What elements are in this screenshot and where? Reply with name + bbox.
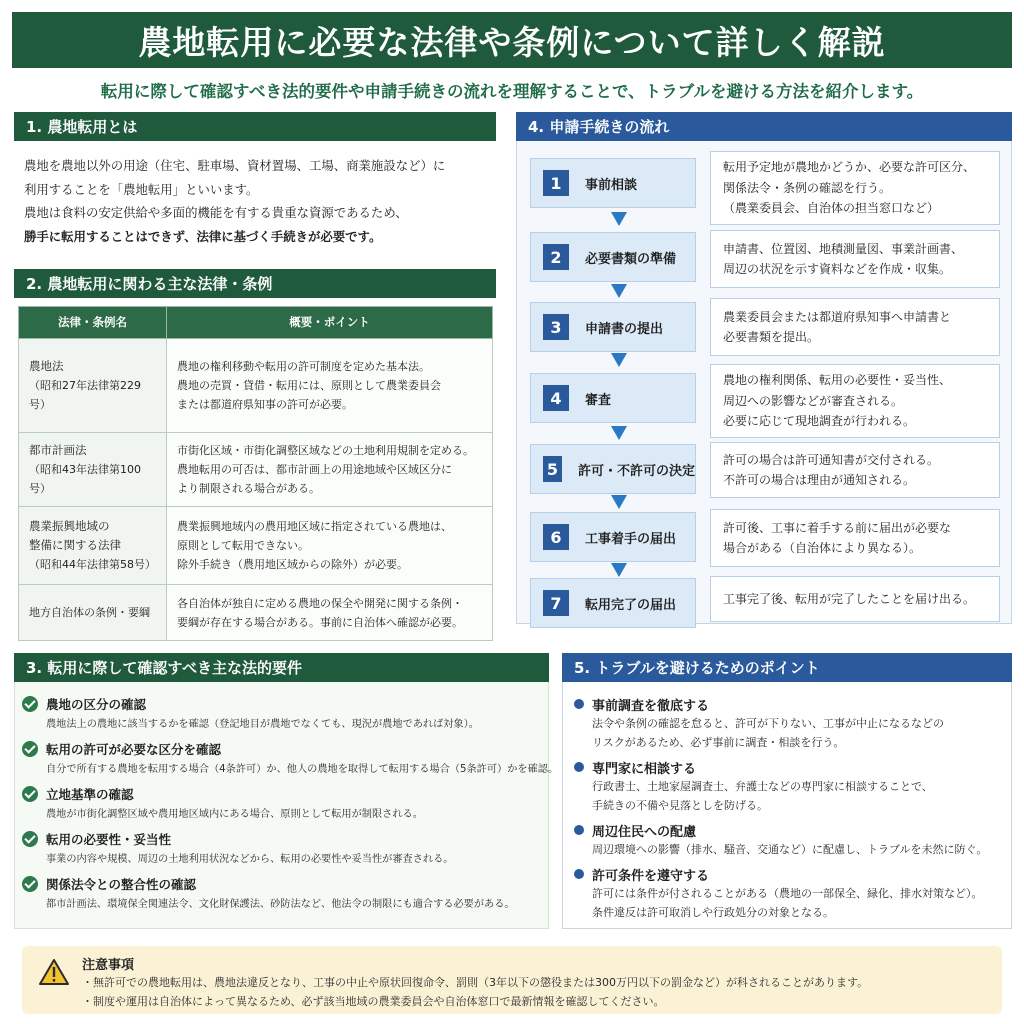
step-number: 7 [543, 590, 569, 616]
law-desc-line: 農地転用の可否は、都市計画上の用途地域や区域区分に [177, 463, 452, 476]
law-desc-cell [167, 339, 493, 433]
law-desc-cell [167, 433, 493, 507]
step-desc-line: 場合がある（自治体により異なる）。 [723, 541, 922, 555]
step-desc-line: 関係法令・条例の確認を行う。 [723, 180, 892, 195]
step-label: 必要書類の準備 [585, 251, 677, 267]
arrow-down-icon [609, 284, 629, 302]
step-desc-line: （農業委員会、自治体の担当窓口など） [723, 201, 940, 216]
tip-item [574, 864, 1008, 922]
section1-line: 農地を農地以外の用途（住宅、駐車場、資材置場、工場、商業施設など）に [24, 158, 446, 173]
law-name: 農業振興地域の [29, 519, 110, 533]
table-row [19, 339, 493, 433]
section1-line: 利用することを「農地転用」といいます。 [24, 181, 259, 197]
tip-desc-line: 許可には条件が付されることがある（農地の一部保全、緑化、排水対策など）。 [592, 887, 983, 900]
law-desc-line: 市街化区域・市街化調整区域などの土地利用規制を定める。 [177, 444, 474, 457]
requirement-desc: 農地法上の農地に該当するかを確認（登記地目が農地でなくても、現況が農地であれば対象）。 [46, 719, 479, 730]
law-name: 農地法 [29, 359, 64, 373]
table-row [19, 585, 493, 641]
tip-title: 事前調査を徹底する [592, 698, 710, 714]
requirement-title: 立地基準の確認 [46, 787, 134, 802]
table-header-law-name: 法律・条例名 [19, 307, 167, 339]
step-desc-line: 許可の場合は許可通知書が交付される。 [723, 452, 940, 467]
tip-title: 専門家に相談する [592, 761, 697, 777]
arrow-down-icon [609, 353, 629, 371]
step-number: 6 [543, 524, 569, 550]
section2-heading: 2. 農地転用に関わる主な法律・条例 [14, 269, 496, 298]
law-desc-cell [167, 585, 493, 641]
title-banner [12, 12, 1012, 68]
requirement-item [22, 875, 542, 910]
caution-title: 注意事項 [82, 958, 135, 973]
step-desc-line: 周辺への影響などが審査される。 [723, 393, 904, 408]
step-box-3 [530, 302, 696, 352]
step-label: 審査 [585, 392, 612, 408]
tip-item [574, 757, 1008, 815]
step-box-7 [530, 578, 696, 628]
page-subtitle: 転用に際して確認すべき法的要件や申請手続きの流れを理解することで、トラブルを避ける方法を紹介します。 [100, 82, 924, 101]
caution-line: ・制度や運用は自治体によって異なるため、必ず該当地域の農業委員会や自治体窓口で最新情報を確認してください。 [82, 995, 665, 1008]
requirement-desc: 農地が市街化調整区域や農用地区域内にある場合、原則として転用が制限される。 [46, 809, 423, 820]
step-desc-line: 不許可の場合は理由が通知される。 [723, 473, 916, 487]
step-description [710, 442, 1000, 498]
step-description [710, 576, 1000, 622]
bullet-icon [574, 869, 584, 879]
law-desc-line: 要綱が存在する場合がある。事前に自治体へ確認が必要。 [177, 615, 463, 629]
bullet-icon [574, 699, 584, 709]
page-title: 農地転用に必要な法律や条例について詳しく解説 [138, 22, 886, 62]
section1-line: 農地は食料の安定供給や多面的機能を有する貴重な資源であるため、 [24, 205, 408, 220]
law-name-cell [19, 339, 167, 433]
step-desc-line: 必要書類を提出。 [723, 330, 820, 344]
table-header-row [19, 307, 493, 339]
step-label: 事前相談 [585, 177, 638, 193]
requirement-title: 転用の必要性・妥当性 [46, 832, 172, 847]
step-desc-line: 工事完了後、転用が完了したことを届け出る。 [723, 591, 976, 606]
step-box-2 [530, 232, 696, 282]
law-number: （昭和44年法律第58号） [29, 558, 156, 571]
step-number: 4 [543, 385, 569, 411]
tip-title: 周辺住民への配慮 [592, 824, 697, 840]
section5-heading: 5. トラブルを避けるためのポイント [562, 653, 1012, 682]
step-description [710, 298, 1000, 356]
bullet-icon [574, 825, 584, 835]
tip-desc-line: 行政書士、土地家屋調査士、弁護士などの専門家に相談することで、 [592, 780, 933, 793]
law-desc-line: 農業振興地域内の農用地区域に指定されている農地は、 [177, 520, 452, 533]
law-desc-cell [167, 507, 493, 585]
tip-desc-line: 周辺環境への影響（排水、騒音、交通など）に配慮し、トラブルを未然に防ぐ。 [592, 843, 988, 856]
step-number: 3 [543, 314, 569, 340]
check-circle-icon [22, 741, 38, 757]
tip-desc-line: 法令や条例の確認を怠ると、許可が下りない、工事が中止になるなどの [592, 717, 944, 730]
table-header-summary: 概要・ポイント [167, 307, 493, 339]
law-desc-line: 農地の売買・貸借・転用には、原則として農業委員会 [177, 379, 441, 392]
arrow-down-icon [609, 426, 629, 444]
arrow-down-icon [609, 495, 629, 513]
step-label: 許可・不許可の決定 [577, 463, 695, 479]
requirement-title: 関係法令との整合性の確認 [46, 877, 197, 892]
law-name-cell [19, 507, 167, 585]
check-circle-icon [22, 696, 38, 712]
step-desc-line: 申請書、位置図、地積測量図、事業計画書、 [723, 241, 964, 256]
step-desc-line: 農地の権利関係、転用の必要性・妥当性、 [723, 373, 952, 388]
law-name-cell [19, 585, 167, 641]
step-label: 転用完了の届出 [585, 597, 677, 613]
requirement-item [22, 740, 559, 775]
check-circle-icon [22, 831, 38, 847]
requirement-title: 転用の許可が必要な区分を確認 [46, 742, 222, 757]
law-name: 地方自治体の条例・要綱 [29, 606, 150, 619]
requirement-desc: 事業の内容や規模、周辺の土地利用状況などから、転用の必要性や妥当性が審査される。 [46, 854, 454, 865]
step-box-1 [530, 158, 696, 208]
step-label: 申請書の提出 [585, 321, 664, 337]
step-desc-line: 周辺の状況を示す資料などを作成・収集。 [723, 262, 952, 276]
requirement-title: 農地の区分の確認 [46, 697, 147, 712]
law-name: 都市計画法 [29, 443, 87, 457]
step-description [710, 230, 1000, 288]
step-number: 1 [543, 170, 569, 196]
table-row [19, 433, 493, 507]
tip-desc-line: 条件違反は許可取消しや行政処分の対象となる。 [592, 906, 834, 919]
law-desc-line: 各自治体が独自に定める農地の保全や開発に関する条例・ [177, 596, 463, 610]
requirement-item [22, 785, 542, 820]
section3-heading: 3. 転用に際して確認すべき主な法的要件 [14, 653, 549, 682]
section1-line: 勝手に転用することはできず、法律に基づく手続きが必要です。 [24, 228, 382, 244]
law-number: （昭和27年法律第229号） [29, 379, 141, 411]
law-table [18, 306, 493, 641]
tip-item [574, 694, 1008, 752]
step-box-6 [530, 512, 696, 562]
arrow-down-icon [609, 212, 629, 230]
law-name: 整備に関する法律 [29, 538, 121, 552]
law-name-cell [19, 433, 167, 507]
caution-line: ・無許可での農地転用は、農地法違反となり、工事の中止や原状回復命令、罰則（3年以下の懲役または300万円以下の罰金など）が科されることがあります。 [82, 976, 869, 989]
check-circle-icon [22, 786, 38, 802]
step-description [710, 364, 1000, 438]
requirement-item [22, 695, 542, 730]
law-number: （昭和43年法律第100号） [29, 463, 141, 495]
step-number: 2 [543, 244, 569, 270]
requirement-desc: 都市計画法、環境保全関連法令、文化財保護法、砂防法など、他法令の制限にも適合する必要がある。 [46, 899, 515, 910]
law-desc-line: 除外手続き（農用地区域からの除外）が必要。 [177, 558, 408, 571]
law-desc-line: 農地の権利移動や転用の許可制度を定めた基本法。 [177, 360, 430, 373]
law-desc-line: より制限される場合がある。 [177, 482, 320, 495]
tip-title: 許可条件を遵守する [592, 868, 710, 884]
tip-desc-line: リスクがあるため、必ず事前に調査・相談を行う。 [592, 736, 845, 749]
step-box-5 [530, 444, 696, 494]
requirement-desc: 自分で所有する農地を転用する場合（4条許可）か、他人の農地を取得して転用する場合（5条許可）かを確認。 [46, 764, 559, 775]
step-description [710, 509, 1000, 567]
step-box-4 [530, 373, 696, 423]
step-desc-line: 許可後、工事に着手する前に届出が必要な [723, 520, 952, 535]
section1-heading: 1. 農地転用とは [14, 112, 496, 141]
table-row [19, 507, 493, 585]
check-circle-icon [22, 876, 38, 892]
step-desc-line: 必要に応じて現地調査が行われる。 [723, 414, 916, 429]
warning-icon [38, 958, 70, 986]
section4-heading: 4. 申請手続きの流れ [516, 112, 1012, 141]
caution-box [22, 946, 1002, 1014]
step-desc-line: 転用予定地が農地かどうか、必要な許可区分、 [723, 160, 976, 175]
law-desc-line: 原則として転用できない。 [177, 539, 309, 552]
step-desc-line: 農業委員会または都道府県知事へ申請書と [723, 309, 952, 324]
step-label: 工事着手の届出 [585, 531, 677, 547]
step-number: 5 [543, 456, 562, 482]
law-desc-line: または都道府県知事の許可が必要。 [177, 398, 353, 411]
requirement-item [22, 830, 542, 865]
section1-body [24, 154, 494, 248]
tip-desc-line: 手続きの不備や見落としを防げる。 [592, 799, 768, 812]
step-description [710, 151, 1000, 225]
bullet-icon [574, 762, 584, 772]
tip-item [574, 820, 1008, 859]
